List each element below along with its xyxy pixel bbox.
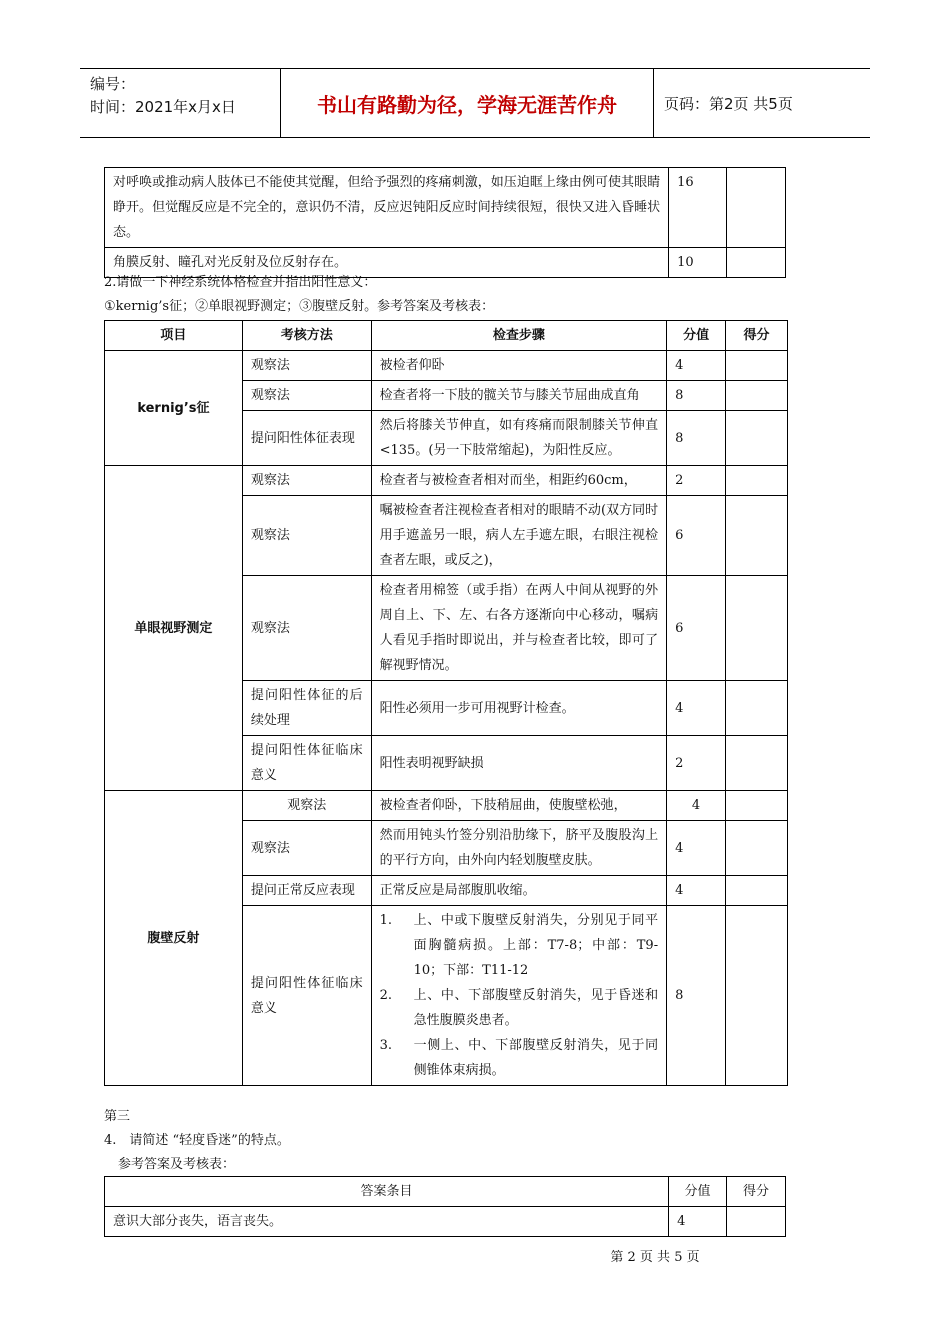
score-value: 4 <box>669 1207 727 1237</box>
method-cell: 观察法 <box>242 821 371 876</box>
step-cell: 正常反应是局部腹肌收缩。 <box>371 876 667 906</box>
got-value <box>727 248 786 278</box>
method-cell: 观察法 <box>242 351 371 381</box>
score-cell: 4 <box>667 351 726 381</box>
score-cell: 4 <box>667 681 726 736</box>
step-cell: 检查者用棉签（或手指）在两人中间从视野的外周自上、下、左、右各方逐渐向中心移动，嘱病人看见手指时即说出，并与检查者比较，即可了解视野情况。 <box>371 576 667 681</box>
header-page-info: 页码：第2页 共5页 <box>664 94 793 113</box>
table-row <box>105 1207 786 1237</box>
method-cell: 提问正常反应表现 <box>242 876 371 906</box>
date-label: 时间：2021年x月x日 <box>90 98 236 116</box>
header-method: 考核方法 <box>242 321 371 351</box>
header-motto: 书山有路勤为径，学海无涯苦作舟 <box>281 69 654 137</box>
page-footer: 第 2 页 共 5 页 <box>610 1250 700 1265</box>
page-header <box>80 68 870 138</box>
header-score: 分值 <box>669 1177 727 1207</box>
got-cell <box>726 736 788 791</box>
step-cell: 被检查者仰卧，下肢稍屈曲，使腹壁松弛， <box>371 791 667 821</box>
score-cell: 2 <box>667 466 726 496</box>
number-label: 编号： <box>90 75 136 93</box>
header-meta <box>80 69 281 137</box>
score-cell: 6 <box>667 576 726 681</box>
method-cell: 提问阳性体征临床意义 <box>242 906 371 1086</box>
significance-list <box>380 908 659 1083</box>
score-cell: 8 <box>667 906 726 1086</box>
answer-text: 意识大部分丧失，语言丧失。 <box>105 1207 669 1237</box>
score-cell: 8 <box>667 381 726 411</box>
got-cell <box>726 791 788 821</box>
list-item: 3. 一侧上、中、下部腹壁反射消失，见于同侧锥体束病损。 <box>379 1038 659 1078</box>
header-answer: 答案条目 <box>105 1177 669 1207</box>
method-cell: 提问阳性体征临床意义 <box>242 736 371 791</box>
reference-label: 参考答案及考核表： <box>118 1157 236 1172</box>
list-item: 1. 上、中或下腹壁反射消失，分别见于同平面胸髓病损。上部：T7-8；中部：T9-10；下部：T11-12 <box>379 913 659 978</box>
score-value: 10 <box>669 248 727 278</box>
step-cell: 被检者仰卧 <box>371 351 667 381</box>
table-header-row <box>105 321 788 351</box>
table-row <box>105 168 786 248</box>
got-cell <box>726 381 788 411</box>
score-cell: 8 <box>667 411 726 466</box>
table-row <box>105 791 788 821</box>
step-cell: 阳性必须用一步可用视野计检查。 <box>371 681 667 736</box>
table-header-row <box>105 1177 786 1207</box>
score-cell: 6 <box>667 496 726 576</box>
got-cell <box>726 496 788 576</box>
step-cell: 检查者与被检查者相对而坐，相距约60cm， <box>371 466 667 496</box>
score-cell: 4 <box>667 876 726 906</box>
question-4-title: 4. 请简述 “轻度昏迷”的特点。 <box>104 1133 290 1148</box>
list-item: 2. 上、中、下部腹壁反射消失，见于昏迷和急性腹膜炎患者。 <box>379 988 659 1028</box>
method-cell: 提问阳性体征表现 <box>242 411 371 466</box>
table-neuro-exam <box>104 320 788 1086</box>
method-cell: 观察法 <box>242 576 371 681</box>
method-cell: 提问阳性体征的后续处理 <box>242 681 371 736</box>
got-cell <box>726 876 788 906</box>
item-visual-field: 单眼视野测定 <box>105 466 243 791</box>
method-cell: 观察法 <box>242 496 371 576</box>
step-cell: 然后将膝关节伸直，如有疼痛而限制膝关节伸直<135。(另一下肢常缩起)，为阳性反应。 <box>371 411 667 466</box>
table-coma-continued <box>104 167 786 278</box>
score-cell: 4 <box>667 791 726 821</box>
got-cell <box>726 821 788 876</box>
step-cell: 嘱被检查者注视检查者相对的眼睛不动(双方同时用手遮盖另一眼，病人左手遮左眼，右眼注视检查者左眼，或反之)， <box>371 496 667 576</box>
score-value: 16 <box>669 168 727 248</box>
header-steps: 检查步骤 <box>371 321 667 351</box>
answer-text: 对呼唤或推动病人肢体已不能使其觉醒，但给予强烈的疼痛刺激，如压迫眶上缘由例可使其眼睛睁开。但觉醒反应是不完全的，意识仍不清，反应迟钝阳反应时间持续很短，很快又进入昏睡状态。 <box>105 168 669 248</box>
got-cell <box>726 681 788 736</box>
step-cell: 然而用钝头竹签分别沿肋缘下，脐平及腹股沟上的平行方向，由外向内轻划腹壁皮肤。 <box>371 821 667 876</box>
header-got: 得分 <box>727 1177 786 1207</box>
answer-text: 角膜反射、瞳孔对光反射及位反射存在。 <box>105 248 669 278</box>
got-value <box>727 1207 786 1237</box>
step-cell <box>371 906 667 1086</box>
table-row <box>105 351 788 381</box>
question-2-title: 2.请做一下神经系统体格检查并指出阳性意义： <box>104 275 377 290</box>
step-cell: 检查者将一下肢的髋关节与膝关节屈曲成直角 <box>371 381 667 411</box>
question-2-subtitle: ①kernig’s征；②单眼视野测定；③腹壁反射。参考答案及考核表： <box>104 299 495 314</box>
table-light-coma <box>104 1176 786 1237</box>
got-cell <box>726 576 788 681</box>
method-cell: 观察法 <box>242 791 371 821</box>
got-cell <box>726 906 788 1086</box>
step-cell: 阳性表明视野缺损 <box>371 736 667 791</box>
method-cell: 观察法 <box>242 466 371 496</box>
score-cell: 4 <box>667 821 726 876</box>
got-cell <box>726 466 788 496</box>
got-value <box>727 168 786 248</box>
score-cell: 2 <box>667 736 726 791</box>
method-cell: 观察法 <box>242 381 371 411</box>
header-score: 分值 <box>667 321 726 351</box>
header-item: 项目 <box>105 321 243 351</box>
item-abdominal-reflex: 腹壁反射 <box>105 791 243 1086</box>
table-row <box>105 466 788 496</box>
item-kernig: kernig’s征 <box>105 351 243 466</box>
got-cell <box>726 351 788 381</box>
got-cell <box>726 411 788 466</box>
section-3-label: 第三 <box>104 1109 131 1124</box>
header-got: 得分 <box>726 321 788 351</box>
